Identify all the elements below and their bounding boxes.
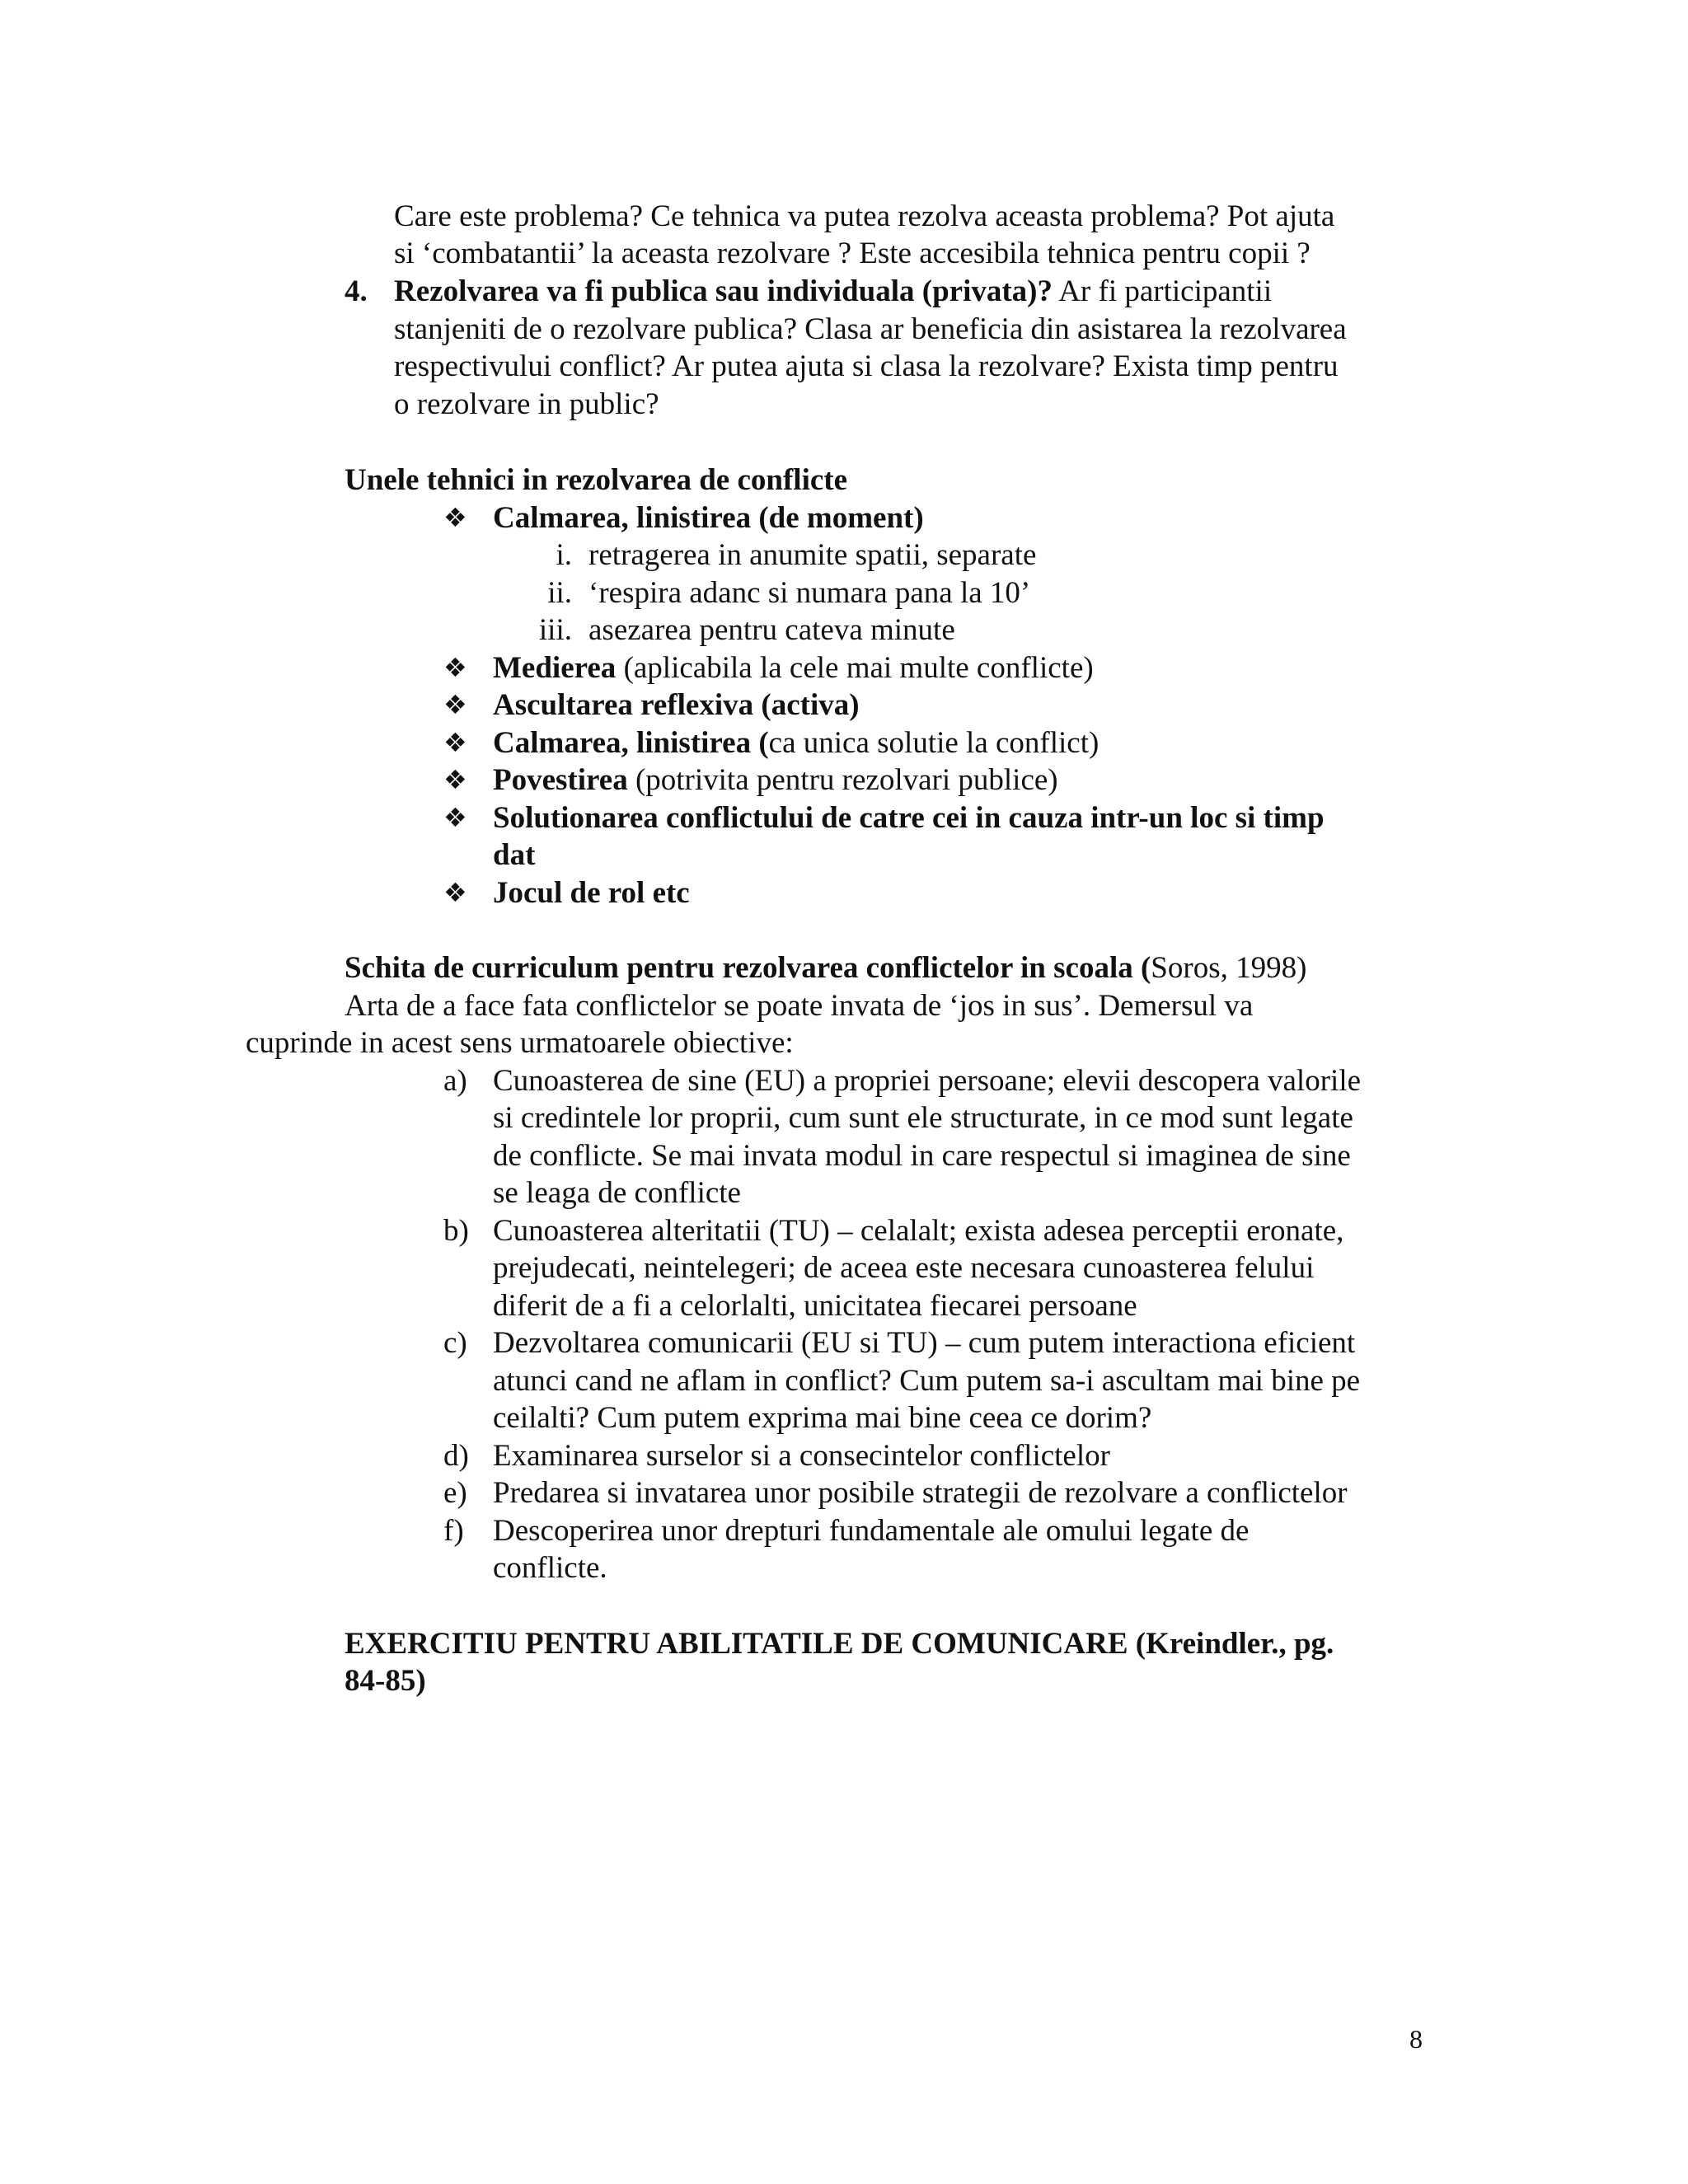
technique-povestire xyxy=(493,762,1058,799)
sub-item-text: asezarea pentru cateva minute xyxy=(588,613,955,647)
bullet-diamond-icon: ❖ xyxy=(443,877,467,908)
objective-line: Examinarea surselor si a consecintelor conflictelor xyxy=(493,1439,1110,1473)
technique-mediere xyxy=(493,649,1094,687)
objective-line: Descoperirea unor drepturi fundamentale ale omului legate de xyxy=(493,1514,1250,1548)
curriculum-paragraph-line-1: Arta de a face fata conflictelor se poate invata de ‘jos in sus’. Demersul va xyxy=(345,989,1254,1023)
curriculum-heading xyxy=(345,949,1306,987)
bullet-diamond-icon: ❖ xyxy=(443,727,467,758)
technique-ascultare: Ascultarea reflexiva (activa) xyxy=(493,688,860,722)
page-number: 8 xyxy=(1409,2024,1423,2054)
technique-solutionare-line-2: dat xyxy=(493,838,536,872)
technique-calm-2 xyxy=(493,724,1099,762)
technique-joc: Jocul de rol etc xyxy=(493,876,690,910)
item-4-line-4: o rezolvare in public? xyxy=(394,387,659,421)
technique-mediere-title: Medierea xyxy=(493,651,617,685)
techniques-heading: Unele tehnici in rezolvarea de conflicte xyxy=(345,463,848,497)
sub-item-number: iii. xyxy=(538,613,572,647)
objective-label: d) xyxy=(443,1439,469,1473)
sub-item-number: ii. xyxy=(547,576,572,610)
item-4-number: 4. xyxy=(345,274,368,308)
sub-item-text: retragerea in anumite spatii, separate xyxy=(588,538,1037,572)
objective-line: diferit de a fi a celorlalti, unicitatea fiecarei persoane xyxy=(493,1289,1137,1323)
objective-label: a) xyxy=(443,1064,467,1098)
objective-label: e) xyxy=(443,1476,467,1510)
curriculum-paragraph-line-2: cuprinde in acest sens urmatoarele obiective: xyxy=(246,1026,794,1060)
technique-povestire-title: Povestirea xyxy=(493,763,628,797)
curriculum-heading-title: Schita de curriculum pentru rezolvarea conflictelor in scoala ( xyxy=(345,951,1151,985)
intro-line-1: Care este problema? Ce tehnica va putea rezolva aceasta problema? Pot ajuta xyxy=(394,199,1335,233)
objective-line: ceilalti? Cum putem exprima mai bine ceea ce dorim? xyxy=(493,1401,1152,1435)
objective-label: c) xyxy=(443,1326,467,1360)
bullet-diamond-icon: ❖ xyxy=(443,764,467,795)
objective-line: Dezvoltarea comunicarii (EU si TU) – cum putem interactiona eficient xyxy=(493,1326,1356,1360)
item-4-line-2: stanjeniti de o rezolvare publica? Clasa ar beneficia din asistarea la rezolvarea xyxy=(394,312,1347,346)
technique-solutionare-line-1: Solutionarea conflictului de catre cei in cauza intr-un loc si timp xyxy=(493,801,1325,835)
exercise-heading-line-2: 84-85) xyxy=(345,1664,426,1698)
bullet-diamond-icon: ❖ xyxy=(443,689,467,720)
curriculum-heading-source: Soros, 1998) xyxy=(1151,951,1307,985)
objective-line: Cunoasterea de sine (EU) a propriei persoane; elevii descopera valorile xyxy=(493,1064,1362,1098)
objective-label: f) xyxy=(443,1514,464,1548)
item-4-rest: Ar fi participantii xyxy=(1053,274,1273,308)
objective-line: Cunoasterea alteritatii (TU) – celalalt; exista adesea perceptii eronate, xyxy=(493,1214,1344,1248)
objective-line: se leaga de conflicte xyxy=(493,1176,741,1210)
objective-label: b) xyxy=(443,1214,469,1248)
objective-line: atunci cand ne aflam in conflict? Cum putem sa-i ascultam mai bine pe xyxy=(493,1364,1361,1398)
objective-line: conflicte. xyxy=(493,1551,607,1585)
technique-calm-2-note: ca unica solutie la conflict) xyxy=(768,726,1100,760)
item-4-line-1 xyxy=(394,273,1272,310)
intro-line-2: si ‘combatantii’ la aceasta rezolvare ? Este accesibila tehnica pentru copii ? xyxy=(394,237,1311,270)
objective-line: prejudecati, neintelegeri; de aceea este necesara cunoasterea felului xyxy=(493,1251,1315,1285)
technique-mediere-note: (aplicabila la cele mai multe conflicte) xyxy=(616,651,1094,685)
item-4-line-3: respectivului conflict? Ar putea ajuta si clasa la rezolvare? Exista timp pentru xyxy=(394,349,1339,383)
sub-item-text: ‘respira adanc si numara pana la 10’ xyxy=(588,576,1031,610)
objective-line: de conflicte. Se mai invata modul in care respectul si imaginea de sine xyxy=(493,1139,1351,1173)
objective-line: si credintele lor proprii, cum sunt ele structurate, in ce mod sunt legate xyxy=(493,1101,1353,1135)
bullet-diamond-icon: ❖ xyxy=(443,502,467,533)
bullet-diamond-icon: ❖ xyxy=(443,652,467,683)
technique-calm-2-title: Calmarea, linistirea ( xyxy=(493,726,769,760)
exercise-heading-line-1: EXERCITIU PENTRU ABILITATILE DE COMUNICARE (Kreindler., pg. xyxy=(345,1627,1334,1661)
bullet-diamond-icon: ❖ xyxy=(443,802,467,833)
objective-line: Predarea si invatarea unor posibile strategii de rezolvare a conflictelor xyxy=(493,1476,1348,1510)
sub-item-number: i. xyxy=(556,538,572,572)
item-4-question: Rezolvarea va fi publica sau individuala (privata)? xyxy=(394,274,1053,308)
technique-calm: Calmarea, linistirea (de moment) xyxy=(493,501,924,535)
technique-povestire-note: (potrivita pentru rezolvari publice) xyxy=(627,763,1058,797)
